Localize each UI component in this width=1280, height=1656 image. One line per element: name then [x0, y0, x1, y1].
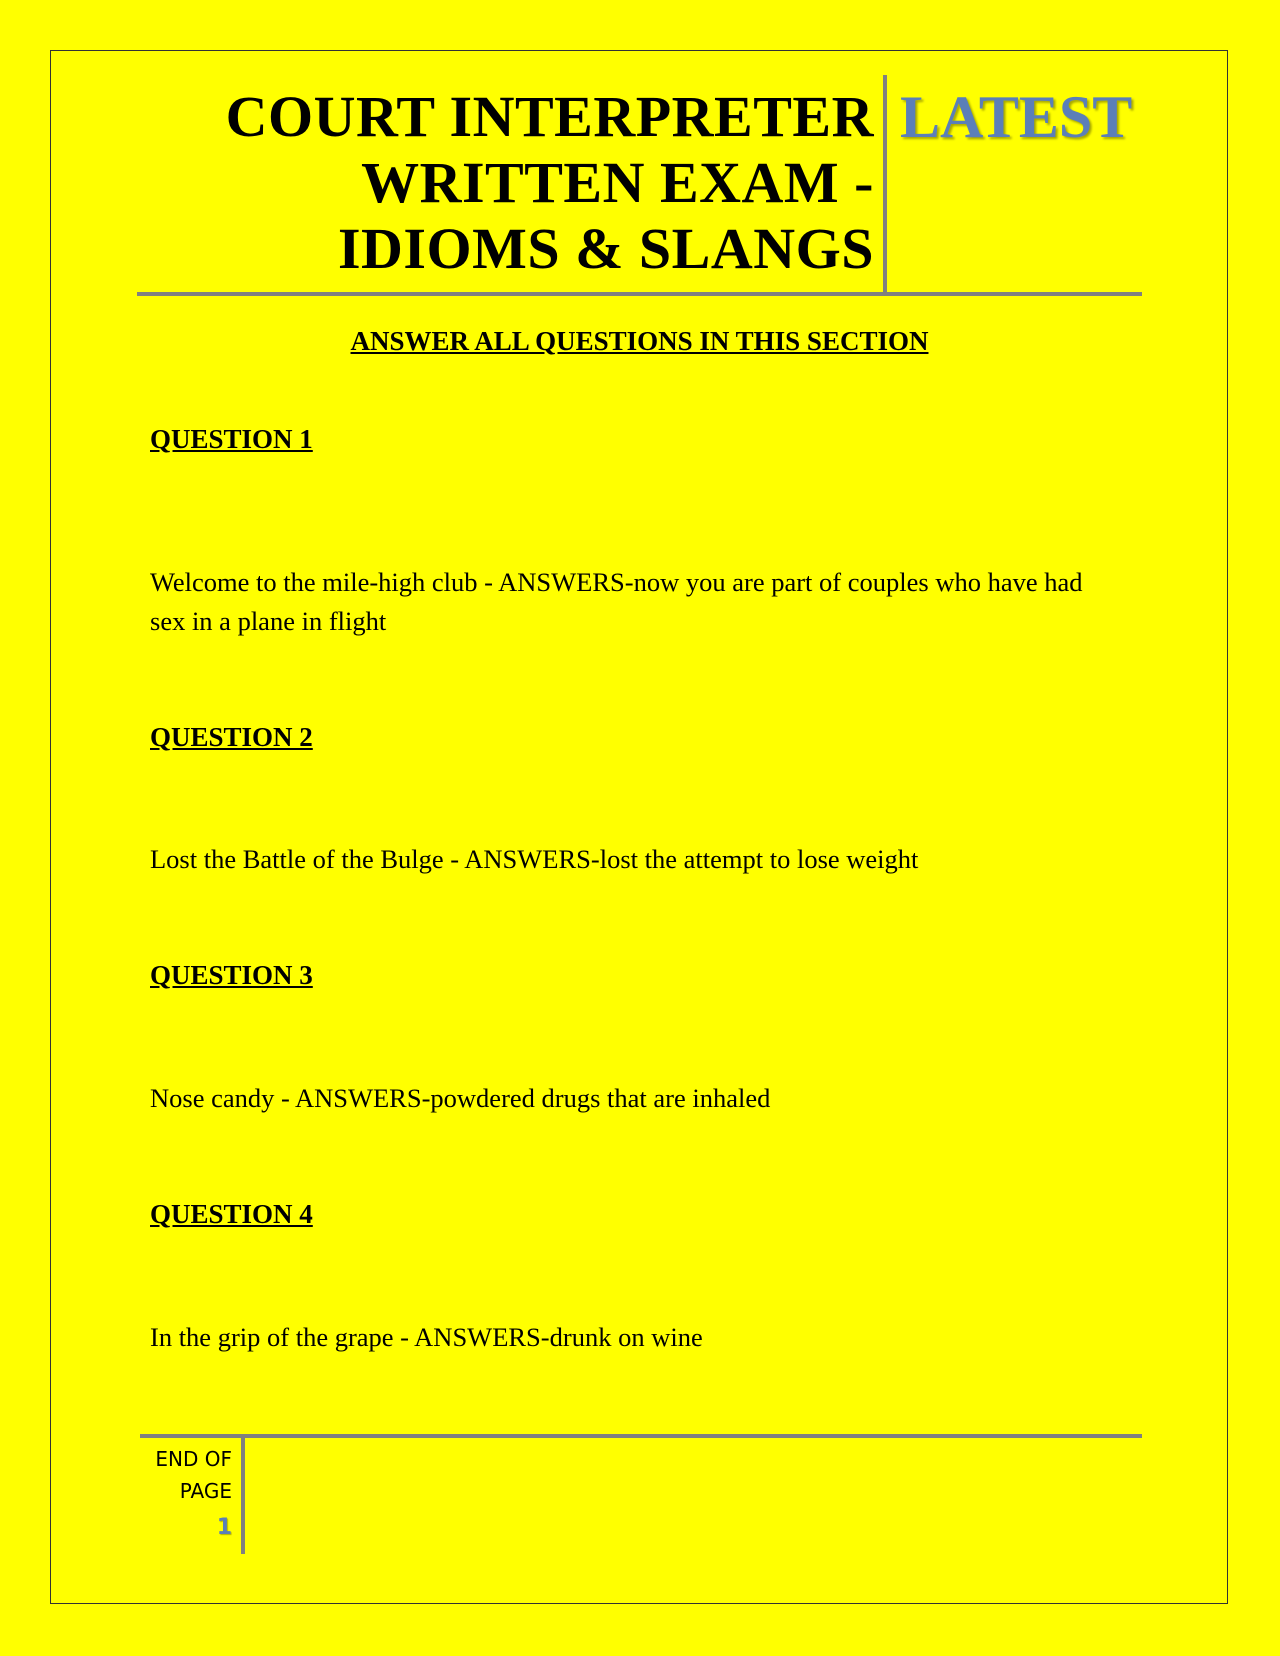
question-2-heading: QUESTION 2 — [150, 722, 313, 752]
question-3-heading: QUESTION 3 — [150, 960, 313, 990]
footer-label-line-1: END OF — [155, 1447, 232, 1471]
latest-badge: LATEST — [900, 84, 1133, 150]
footer-divider-horizontal — [140, 1434, 1142, 1438]
title-line-3: IDIOMS & SLANGS — [337, 216, 874, 281]
header-divider-vertical — [883, 75, 887, 293]
question-4-heading: QUESTION 4 — [150, 1199, 313, 1229]
footer-label-line-2: PAGE — [179, 1479, 232, 1503]
question-3-text: Nose candy - ANSWERS-powdered drugs that are inhaled — [150, 1083, 771, 1113]
question-2-text: Lost the Battle of the Bulge - ANSWERS-lost the attempt to lose weight — [150, 844, 919, 874]
footer-divider-vertical — [241, 1438, 245, 1554]
question-1-heading: QUESTION 1 — [150, 424, 313, 454]
title-line-2: WRITTEN EXAM - — [361, 150, 874, 215]
title-line-1: COURT INTERPRETER — [225, 84, 874, 149]
page-number: 1 — [216, 1515, 232, 1540]
question-1-text: Welcome to the mile-high club - ANSWERS-now you are part of couples who have had sex in a plane in flight — [150, 567, 1083, 636]
page-border — [50, 50, 1228, 1604]
header-divider-horizontal — [137, 292, 1142, 296]
footer-label — [140, 1443, 232, 1507]
page-title — [140, 84, 874, 282]
section-instruction: ANSWER ALL QUESTIONS IN THIS SECTION — [350, 326, 929, 356]
question-4-text: In the grip of the grape - ANSWERS-drunk on wine — [150, 1322, 703, 1352]
